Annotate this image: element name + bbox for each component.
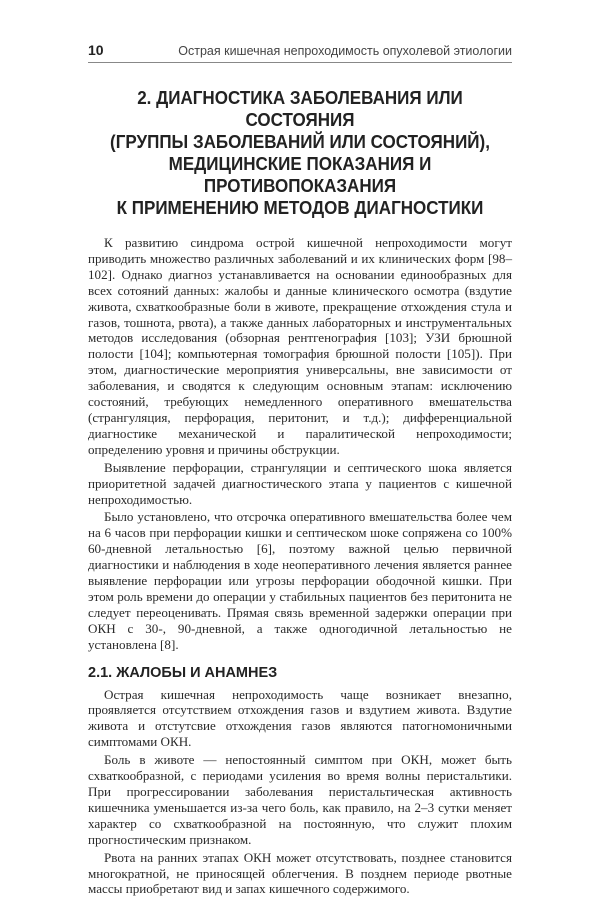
chapter-body xyxy=(88,235,512,653)
paragraph: К развитию синдрома острой кишечной непроходимости могут приводить множество различных заболеваний и их клинических форм [98–102]. Однако диагноз устанавливается на основании единообразных для всех сотояний данных: жалобы и данные клинического осмотра (вздутие живота, схваткообразные боли в животе, прекращение отхождения стула и газов, тошнота, рвота), а также данных лабораторных и инструментальных методов исследования (обзорная рентгенография [103]; УЗИ брюшной полости [104]; компьютерная томография брюшной полости [105]). При этом, диагностические мероприятия универсальны, вне зависимости от заболевания, и сводятся к следующим основным этапам: исключению состояний, требующих немедленного оперативного вмешательства (странгуляция, перфорация, перитонит, и т.д.); дифференциальной диагностике механической и паралитической непроходимости; определению уровня и причины обструкции. xyxy=(88,235,512,457)
section-title: 2.1. ЖАЛОБЫ И АНАМНЕЗ xyxy=(88,664,278,681)
chapter-title-line: (ГРУППЫ ЗАБОЛЕВАНИЙ ИЛИ СОСТОЯНИЙ), xyxy=(110,131,490,152)
paragraph: Выявление перфорации, странгуляции и септического шока является приоритетной задачей диагностического этапа у пациентов с кишечной непроходимостью. xyxy=(88,459,512,507)
paragraph: Рвота на ранних этапах ОКН может отсутствовать, позднее становится многократной, не приносящей облегчения. В позднем периоде рвотные массы приобретают вид и запах кишечного содержимого. xyxy=(88,849,512,897)
chapter-title xyxy=(105,87,495,219)
paragraph: Боль в животе — непостоянный симптом при ОКН, может быть схваткообразной, с периодами усиления во время волны перистальтики. При прогрессировании заболевания перистальтическая активность кишечника уменьшается из-за чего боль, как правило, на 2–3 сутки меняет характер со схваткообразной на постоянную, что служит плохим прогностическим признаком. xyxy=(88,752,512,847)
paragraph: Было установлено, что отсрочка оперативного вмешательства более чем на 6 часов при перфорации кишки и септическом шоке сопряжена со 100% 60-дневной летальностью [6], поэтому важной целью первичной диагностики и наблюдения в ходе неоперативного лечения является раннее выявление перфорации или угрозы перфорации ободочной кишки. При этом роль времени до операции у стабильных пациентов без перитонита не следует переоценивать. Прямая связь временной задержки операции при ОКН с 30-, 90-дневной, а также одногодичной летальностью не установлена [8]. xyxy=(88,509,512,652)
chapter-title-line: К ПРИМЕНЕНИЮ МЕТОДОВ ДИАГНОСТИКИ xyxy=(116,197,484,218)
running-header xyxy=(88,42,512,63)
page-number: 10 xyxy=(88,42,104,58)
chapter-title-line: МЕДИЦИНСКИЕ ПОКАЗАНИЯ И ПРОТИВОПОКАЗАНИЯ xyxy=(168,153,432,196)
chapter-title-line: 2. ДИАГНОСТИКА ЗАБОЛЕВАНИЯ ИЛИ СОСТОЯНИЯ xyxy=(137,87,463,130)
section-body xyxy=(88,687,512,897)
running-title: Острая кишечная непроходимость опухолевой этиологии xyxy=(178,44,512,58)
paragraph: Острая кишечная непроходимость чаще возникает внезапно, проявляется отсутствием отхождения газов и вздутием живота. Вздутие живота и отстутсвие отхождения газов являются патогномоничными симптомами ОКН. xyxy=(88,686,512,750)
